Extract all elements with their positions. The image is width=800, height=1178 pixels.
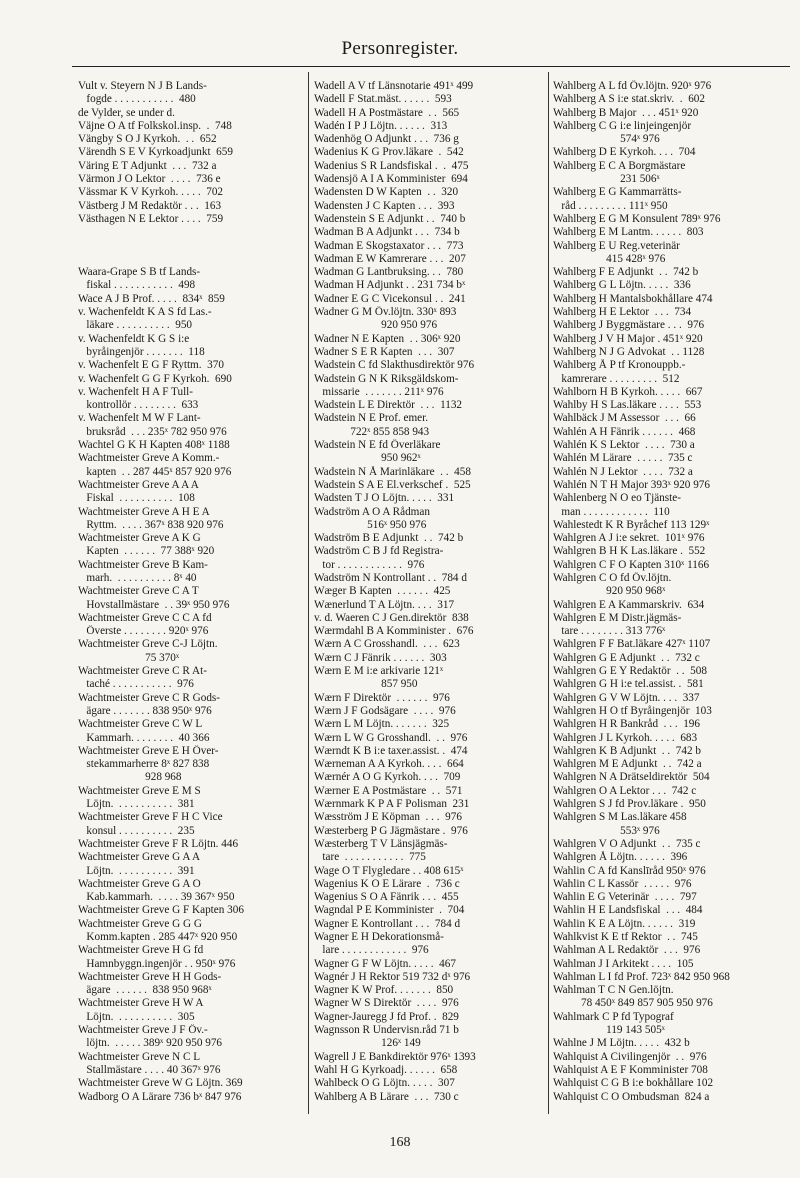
register-entry: Wahlgren Å Löjtn. . . . . . 396 <box>553 851 688 864</box>
register-entry: Wachtmeister Greve J F Öv.- <box>78 1024 208 1037</box>
register-entry: Wærn C J Fänrik . . . . . . 303 <box>314 651 447 664</box>
register-entry: Wahlman L I fd Prof. 723ˣ 842 950 968 <box>553 970 730 983</box>
register-entry: Wadstein N E Prof. emer. <box>314 412 429 425</box>
register-entry: Wachtmeister Greve F R Löjtn. 446 <box>78 837 239 850</box>
register-entry: 950 962ˣ <box>314 452 421 465</box>
register-entry: Wahlberg D E Kyrkoh. . . . 704 <box>553 146 696 159</box>
register-entry: Wahlberg J V H Major . 451ˣ 920 <box>553 332 703 345</box>
register-entry: Wahlman J I Arkitekt . . . . 105 <box>553 957 694 970</box>
register-entry: Wachtmeister Greve C R At- <box>78 665 207 678</box>
register-entry: Wachtmeister Greve G F Kapten 306 <box>78 904 244 917</box>
register-entry: Wænerlund T A Löjtn. . . . 317 <box>314 598 455 611</box>
register-entry: Wachtmeister Greve C A T <box>78 585 199 598</box>
register-entry: Wahlquist C O Ombudsman 824 a <box>553 1090 710 1103</box>
register-entry: Wadman H Adjunkt . . 231 734 bˣ <box>314 279 466 292</box>
register-entry: löjtn. . . . . . 389ˣ 920 950 976 <box>78 1037 223 1050</box>
register-entry: Wadenius K G Prov.läkare . 542 <box>314 146 464 159</box>
register-entry: Wahlquist A Civilingenjör . . 976 <box>553 1050 707 1063</box>
register-entry: v. Wachenfelt M W F Lant- <box>78 412 201 425</box>
register-entry: Wæger B Kapten . . . . . . 425 <box>314 585 451 598</box>
register-entry: Wahlberg H Mantalsbokhållare 474 <box>553 292 713 305</box>
register-entry: Wæsström J E Köpman . . . 976 <box>314 811 462 824</box>
register-entry: Wahlgren O A Lektor . . . 742 c <box>553 784 697 797</box>
register-entry: Wæsterberg T V Länsjägmäs- <box>314 837 448 850</box>
register-entry: Wæsterberg P G Jägmästare . 976 <box>314 824 468 837</box>
register-entry: Kapten . . . . . . 77 388ˣ 920 <box>78 545 215 558</box>
register-entry: de Vylder, se under d. <box>78 106 175 119</box>
register-entry: Wahlén N J Lektor . . . . 732 a <box>553 465 693 478</box>
register-entry: Wahlin C A fd Kanslīråd 950ˣ 976 <box>553 864 706 877</box>
register-entry: Wahl H G Kyrkoadj. . . . . . 658 <box>314 1063 458 1076</box>
register-entry: Wahlberg A S i:e stat.skriv. . 602 <box>553 93 705 106</box>
register-entry: Wahlquist A E F Komminister 708 <box>553 1063 708 1076</box>
register-entry: Wachtmeister Greve G G G <box>78 917 202 930</box>
register-entry: Wærner E A Postmästare . . 571 <box>314 784 463 797</box>
register-entry: Löjtn. . . . . . . . . . . 381 <box>78 798 195 811</box>
register-entry: Wachtmeister Greve G A O <box>78 877 201 890</box>
register-entry: Wadensten J C Kapten . . . 393 <box>314 199 455 212</box>
register-entry: Wahlby H S Las.läkare . . . . 553 <box>553 399 702 412</box>
register-entry: Wahlberg E U Reg.veterinär <box>553 239 680 252</box>
register-entry <box>78 226 303 239</box>
register-entry: Wahlgren G E Y Redaktör . . 508 <box>553 665 707 678</box>
register-entry: Wadstein G N K Riksgäldskom- <box>314 372 459 385</box>
register-entry: v. Wachenfelt H A F Tull- <box>78 385 194 398</box>
register-entry: Wadborg O A Lärare 736 bˣ 847 976 <box>78 1090 242 1103</box>
register-entry: Löjtn. . . . . . . . . . . 391 <box>78 864 195 877</box>
register-entry: Wahlberg N J G Advokat . . 1128 <box>553 345 705 358</box>
register-entry: Wachtmeister Greve H W A <box>78 997 204 1010</box>
register-entry: Wahlenberg N O eo Tjänste- <box>553 492 681 505</box>
register-entry: v. Wachenfelt G G F Kyrkoh. 690 <box>78 372 232 385</box>
register-entry: Wahlgren V O Adjunkt . . 735 c <box>553 837 701 850</box>
register-entry: Wahlman T C N Gen.löjtn. <box>553 984 674 997</box>
register-entry: Wærmdahl B A Komminister . 676 <box>314 625 474 638</box>
register-entry: 78 450ˣ 849 857 905 950 976 <box>553 997 713 1010</box>
register-entry: Wagner W S Direktör . . . . 976 <box>314 997 459 1010</box>
register-entry: Wahlman A L Redaktör . . . 976 <box>553 944 701 957</box>
register-entry: Wadstein L E Direktör . . . 1132 <box>314 399 463 412</box>
register-entry: 516ˣ 950 976 <box>314 518 427 531</box>
register-entry: missarie . . . . . . . 211ˣ 976 <box>314 385 444 398</box>
register-entry: Hamnbyggn.ingenjör . . 950ˣ 976 <box>78 957 236 970</box>
register-entry: Wachtmeister Greve H H Gods- <box>78 970 222 983</box>
register-entry: v. Wachenfeldt K G S i:e <box>78 332 190 345</box>
register-entry: Wadstein S A E El.verkschef . 525 <box>314 478 471 491</box>
register-entry: Wahlberg E C A Borgmästare <box>553 159 686 172</box>
register-entry: Wahlberg F E Adjunkt . . 742 b <box>553 266 699 279</box>
register-entry: Stallmästare . . . . 40 367ˣ 976 <box>78 1063 221 1076</box>
register-entry: Fiskal . . . . . . . . . . 108 <box>78 492 195 505</box>
register-entry: 126ˣ 149 <box>314 1037 421 1050</box>
register-entry: Västberg J M Redaktör . . . 163 <box>78 199 222 212</box>
register-entry: v. Wachenfeldt K A S fd Las.- <box>78 306 212 319</box>
register-entry: Wadsten T J O Löjtn. . . . . 331 <box>314 492 455 505</box>
register-entry: Wachtmeister Greve B Kam- <box>78 558 208 571</box>
register-entry: ägare . . . . . . 838 950 968ˣ <box>78 984 212 997</box>
register-entry: Komm.kapten . 285 447ˣ 920 950 <box>78 931 238 943</box>
register-entry: Wadensjö A I A Komminister 694 <box>314 173 468 186</box>
register-entry: Väring E T Adjunkt . . . 732 a <box>78 159 217 172</box>
register-entry: Wahlgren N A Drätseldirektör 504 <box>553 771 710 784</box>
register-entry: Wadell H A Postmästare . . 565 <box>314 106 460 119</box>
register-entry: Wahlgren E M Distr.jägmäs- <box>553 611 682 624</box>
register-entry: Wachtmeister Greve A K G <box>78 532 201 545</box>
register-entry: 415 428ˣ 976 <box>553 252 666 265</box>
register-entry: 722ˣ 855 858 943 <box>314 425 430 438</box>
register-entry: Wadman G Lantbruksing. . . 780 <box>314 266 464 279</box>
register-entry: Väjne O A tf Folkskol.insp. . 748 <box>78 119 232 132</box>
register-entry: Wachtmeister Greve H G fd <box>78 944 204 957</box>
register-entry: Wahlberg E G Kammarrätts- <box>553 186 682 199</box>
register-entry: Wahlgren C F O Kapten 310ˣ 1166 <box>553 558 710 571</box>
register-entry: Wadensten D W Kapten . . 320 <box>314 186 459 199</box>
register-entry: kamrerare . . . . . . . . . 512 <box>553 372 680 385</box>
register-entry: råd . . . . . . . . . 111ˣ 950 <box>553 199 668 212</box>
register-entry: Wachtmeister Greve A A A <box>78 478 199 491</box>
register-entry: Wachtmeister Greve E H Över- <box>78 744 219 757</box>
register-entry: Wahlgren G E Adjunkt . . 732 c <box>553 651 700 664</box>
register-entry: stekammarherre 8ˣ 827 838 <box>78 758 210 771</box>
register-entry: Wahlestedt K R Byråchef 113 129ˣ <box>553 518 710 531</box>
register-column-1 <box>78 80 303 1115</box>
register-entry: tor . . . . . . . . . . . . 976 <box>314 558 425 571</box>
register-entry: Kab.kammarh. . . . . 39 367ˣ 950 <box>78 891 235 904</box>
register-entry: 920 950 976 <box>314 319 438 332</box>
register-entry: Wahlin E G Veterinär . . . . 797 <box>553 891 697 904</box>
register-entry: Wadman E Skogstaxator . . . 773 <box>314 239 464 252</box>
register-entry: konsul . . . . . . . . . . 235 <box>78 824 195 837</box>
register-entry: Wahlén M Lärare . . . . . 735 c <box>553 452 693 465</box>
register-entry: Wachtmeister Greve A H E A <box>78 505 210 518</box>
register-entry: Wahlbeck O G Löjtn. . . . . 307 <box>314 1077 455 1090</box>
register-entry: Wadell A V tf Länsnotarie 491ˣ 499 <box>314 80 474 92</box>
register-entry: Wahlberg A B Lärare . . . 730 c <box>314 1090 459 1103</box>
register-entry: Wadstein C fd Slakthusdirektör 976 <box>314 359 475 372</box>
register-entry: Wage O T Flygledare . . 408 615ˣ <box>314 864 464 877</box>
register-entry: Wadman E W Kamrerare . . . 207 <box>314 252 466 265</box>
register-entry: Wahlne J M Löjtn. . . . . 432 b <box>553 1037 690 1050</box>
register-entry: v. Wachenfelt E G F Ryttm. 370 <box>78 359 224 372</box>
register-entry: Wahlgren A J i:e sekret. 101ˣ 976 <box>553 532 705 545</box>
register-entry: Wærnmark K P A F Polisman 231 <box>314 798 470 811</box>
register-entry: Wachtmeister Greve W G Löjtn. 369 <box>78 1077 243 1090</box>
register-entry: Wadenhög O Adjunkt . . . 736 g <box>314 133 459 146</box>
register-entry: Wachtmeister Greve N C L <box>78 1050 201 1063</box>
register-entry: Wagner-Jauregg J fd Prof. . 829 <box>314 1010 459 1023</box>
register-entry: Wahlgren G V W Löjtn. . . . 337 <box>553 691 700 704</box>
register-entry: 553ˣ 976 <box>553 824 660 837</box>
register-entry: Wahlgren S J fd Prov.läkare . 950 <box>553 798 706 811</box>
register-entry: Wahlin C L Kassör . . . . . 976 <box>553 877 692 890</box>
register-entry: 920 950 968ˣ <box>553 585 666 598</box>
register-entry: Wærn A C Grosshandl. . . . 623 <box>314 638 460 651</box>
register-entry: lare . . . . . . . . . . . . 976 <box>314 944 429 957</box>
register-entry: Wahlgren M E Adjunkt . . 742 a <box>553 758 702 771</box>
register-entry: Värmon J O Lektor . . . . 736 e <box>78 173 221 186</box>
register-entry: Wahlgren E A Kammarskriv. 634 <box>553 598 705 611</box>
register-entry: Wahlgren F F Bat.läkare 427ˣ 1107 <box>553 638 711 651</box>
register-entry: Wadner G M Öv.löjtn. 330ˣ 893 <box>314 306 457 319</box>
register-entry: Wagner K W Prof. . . . . . . 850 <box>314 984 454 997</box>
register-entry: Wahlin K E A Löjtn. . . . . . 319 <box>553 917 696 930</box>
register-entry: Wærn F Direktör . . . . . . 976 <box>314 691 450 704</box>
register-entry: Wahlgren B H K Las.läkare . 552 <box>553 545 706 558</box>
register-entry: Wachtel G K H Kapten 408ˣ 1188 <box>78 439 230 452</box>
register-entry: Wahlberg G L Löjtn. . . . . 336 <box>553 279 691 292</box>
register-column-2 <box>314 80 544 1115</box>
register-entry: Ryttm. . . . . 367ˣ 838 920 976 <box>78 518 224 531</box>
register-entry: Wahlberg A L fd Öv.löjtn. 920ˣ 976 <box>553 80 712 92</box>
register-entry: fogde . . . . . . . . . . . 480 <box>78 93 196 106</box>
register-entry: Wagrell J E Bankdirektör 976ˣ 1393 <box>314 1050 476 1063</box>
register-entry: 75 370ˣ <box>78 651 180 664</box>
register-entry <box>78 253 303 266</box>
column-divider <box>548 72 549 1114</box>
register-entry: Wahlberg C G i:e linjeingenjör <box>553 119 692 132</box>
register-entry: Wagnsson R Undervisn.råd 71 b <box>314 1024 459 1037</box>
register-entry: marh. . . . . . . . . . . 8ˣ 40 <box>78 571 197 584</box>
register-entry: Wagner G F W Löjtn. . . . . 467 <box>314 957 456 970</box>
register-entry: Wærn L W G Grosshandl. . . 976 <box>314 731 468 744</box>
register-entry: Wadén I P J Löjtn. . . . . . 313 <box>314 119 448 132</box>
page-number: 168 <box>389 1135 411 1150</box>
register-entry: tare . . . . . . . . . . . 775 <box>314 851 426 864</box>
register-column-3 <box>553 80 793 1115</box>
register-entry: Wahlgren G H i:e tel.assist. . 581 <box>553 678 704 691</box>
register-entry: Wærndt K B i:e taxer.assist. . 474 <box>314 744 468 757</box>
register-entry: Wachtmeister Greve F H C Vice <box>78 811 223 824</box>
register-entry: Wagenius S O A Fänrik . . . 455 <box>314 891 459 904</box>
register-entry: 119 143 505ˣ <box>553 1024 665 1037</box>
header-rule <box>72 66 790 67</box>
register-entry: Västhagen N E Lektor . . . . 759 <box>78 212 224 225</box>
register-entry: Wahlén A H Fänrik . . . . . . 468 <box>553 425 696 438</box>
register-entry: Wagenius K O E Lärare . 736 c <box>314 877 460 890</box>
register-entry: taché . . . . . . . . . . . 976 <box>78 678 194 691</box>
register-entry: fiskal . . . . . . . . . . . 498 <box>78 279 196 292</box>
register-entry: Värendh S E V Kyrkoadjunkt 659 <box>78 146 233 159</box>
register-entry: Vängby S O J Kyrkoh. . . 652 <box>78 133 217 146</box>
register-entry: Wahlquist C G B i:e bokhållare 102 <box>553 1077 714 1090</box>
register-entry: Wadstein N E fd Överläkare <box>314 439 441 452</box>
register-entry: Wahlberg B Major . . . 451ˣ 920 <box>553 106 699 119</box>
register-entry: Wahlgren C O fd Öv.löjtn. <box>553 571 672 584</box>
register-entry: Hovstallmästare . . 39ˣ 950 976 <box>78 598 230 611</box>
register-entry: 231 506ˣ <box>553 173 660 186</box>
register-entry: Wærnér A O G Kyrkoh. . . . 709 <box>314 771 461 784</box>
register-entry: Wadell F Stat.mäst. . . . . . 593 <box>314 93 452 106</box>
register-entry: v. d. Waeren C J Gen.direktör 838 <box>314 611 469 624</box>
register-entry: bruksråd . . . 235ˣ 782 950 976 <box>78 425 227 438</box>
register-entry: Överste . . . . . . . . 920ˣ 976 <box>78 625 209 638</box>
register-entry: Wace A J B Prof. . . . . 834ˣ 859 <box>78 292 225 305</box>
register-entry: Wachtmeister Greve G A A <box>78 851 201 864</box>
register-entry: läkare . . . . . . . . . . 950 <box>78 319 193 332</box>
register-entry: Wachtmeister Greve C R Gods- <box>78 691 221 704</box>
register-entry: Waara-Grape S B tf Lands- <box>78 266 201 279</box>
register-entry: Wachtmeister Greve C C A fd <box>78 611 212 624</box>
register-entry: Wahlberg E G M Konsulent 789ˣ 976 <box>553 212 721 225</box>
register-entry: Wadner S E R Kapten . . . 307 <box>314 345 455 358</box>
register-entry: 574ˣ 976 <box>553 133 660 146</box>
register-entry: Kammarh. . . . . . . . 40 366 <box>78 731 210 744</box>
register-entry: Wadner N E Kapten . . 306ˣ 920 <box>314 332 461 345</box>
register-entry: Wadström N Kontrollant . . 784 d <box>314 571 467 584</box>
register-entry: 857 950 <box>314 678 418 691</box>
register-entry: 928 968 <box>78 771 182 784</box>
register-entry: Wærn L M Löjtn. . . . . . . 325 <box>314 718 450 731</box>
register-entry <box>78 240 303 253</box>
register-entry: Wadstein N Å Marinläkare . . 458 <box>314 465 471 478</box>
register-entry: Wahlin H E Landsfiskal . . . 484 <box>553 904 703 917</box>
register-entry: Wahlberg E M Lantm. . . . . . 803 <box>553 226 704 239</box>
register-entry: Wahlkvist K E tf Rektor . . 745 <box>553 931 698 943</box>
register-entry: Wagner E Kontrollant . . . 784 d <box>314 917 461 930</box>
register-entry: Wahlberg Å P tf Kronouppb.- <box>553 359 686 372</box>
register-entry: Wachtmeister Greve C-J Löjtn. <box>78 638 218 651</box>
register-entry: Wadström C B J fd Registra- <box>314 545 444 558</box>
register-entry: Wahlberg J Byggmästare . . . 976 <box>553 319 705 332</box>
register-entry: byråingenjör . . . . . . . 118 <box>78 345 205 358</box>
register-entry: Löjtn. . . . . . . . . . . 305 <box>78 1010 195 1023</box>
register-entry: Wahlgren S M Las.läkare 458 <box>553 811 687 824</box>
register-entry: Wadenius S R Landsfiskal . . 475 <box>314 159 469 172</box>
register-entry: Wahlgren H O tf Byråingenjör 103 <box>553 704 712 717</box>
page-title: Personregister. <box>341 38 459 59</box>
register-entry: Wahlberg H E Lektor . . . 734 <box>553 306 692 319</box>
register-entry: Wadenstein S E Adjunkt . . 740 b <box>314 212 466 225</box>
register-entry: Wahlmark C P fd Typograf <box>553 1010 674 1023</box>
register-entry: ägare . . . . . . . 838 950ˣ 976 <box>78 704 212 717</box>
register-entry: Wagnér J H Rektor 519 732 dˣ 976 <box>314 970 471 983</box>
register-entry: tare . . . . . . . . 313 776ˣ <box>553 625 666 638</box>
register-entry: Wadström B E Adjunkt . . 742 b <box>314 532 464 545</box>
register-entry: Wadström A O A Rådman <box>314 505 430 518</box>
column-divider <box>308 72 309 1114</box>
register-entry: Vult v. Steyern N J B Lands- <box>78 80 207 92</box>
register-entry: Wahlbäck J M Assessor . . . 66 <box>553 412 696 425</box>
register-entry: Wagner E H Dekorationsmå- <box>314 931 444 943</box>
register-entry: Wærn J F Godsägare . . . . 976 <box>314 704 456 717</box>
register-entry: Wahlén K S Lektor . . . . 730 a <box>553 439 695 452</box>
register-entry: Wagndal P E Komminister . 704 <box>314 904 465 917</box>
register-entry: Wahlén N T H Major 393ˣ 920 976 <box>553 478 710 491</box>
register-entry: Wærn E M i:e arkivarie 121ˣ <box>314 665 444 678</box>
register-entry: Wachtmeister Greve A Komm.- <box>78 452 220 465</box>
register-entry: kontrollör . . . . . . . . 633 <box>78 399 199 412</box>
register-entry: Vässmar K V Kyrkoh. . . . . 702 <box>78 186 224 199</box>
register-entry: Wahlgren J L Kyrkoh. . . . . 683 <box>553 731 698 744</box>
register-entry: kapten . . 287 445ˣ 857 920 976 <box>78 465 232 478</box>
register-entry: Wahlborn H B Kyrkoh. . . . . 667 <box>553 385 703 398</box>
register-entry: Wærneman A A Kyrkoh. . . . 664 <box>314 758 464 771</box>
register-entry: Wachtmeister Greve E M S <box>78 784 201 797</box>
register-entry: Wahlgren K B Adjunkt . . 742 b <box>553 744 701 757</box>
register-entry: Wadner E G C Vicekonsul . . 241 <box>314 292 466 305</box>
register-entry: Wahlgren H R Bankråd . . . 196 <box>553 718 700 731</box>
register-entry: Wachtmeister Greve C W L <box>78 718 203 731</box>
register-entry: Wadman B A Adjunkt . . . 734 b <box>314 226 460 239</box>
register-entry: man . . . . . . . . . . . . 110 <box>553 505 670 518</box>
